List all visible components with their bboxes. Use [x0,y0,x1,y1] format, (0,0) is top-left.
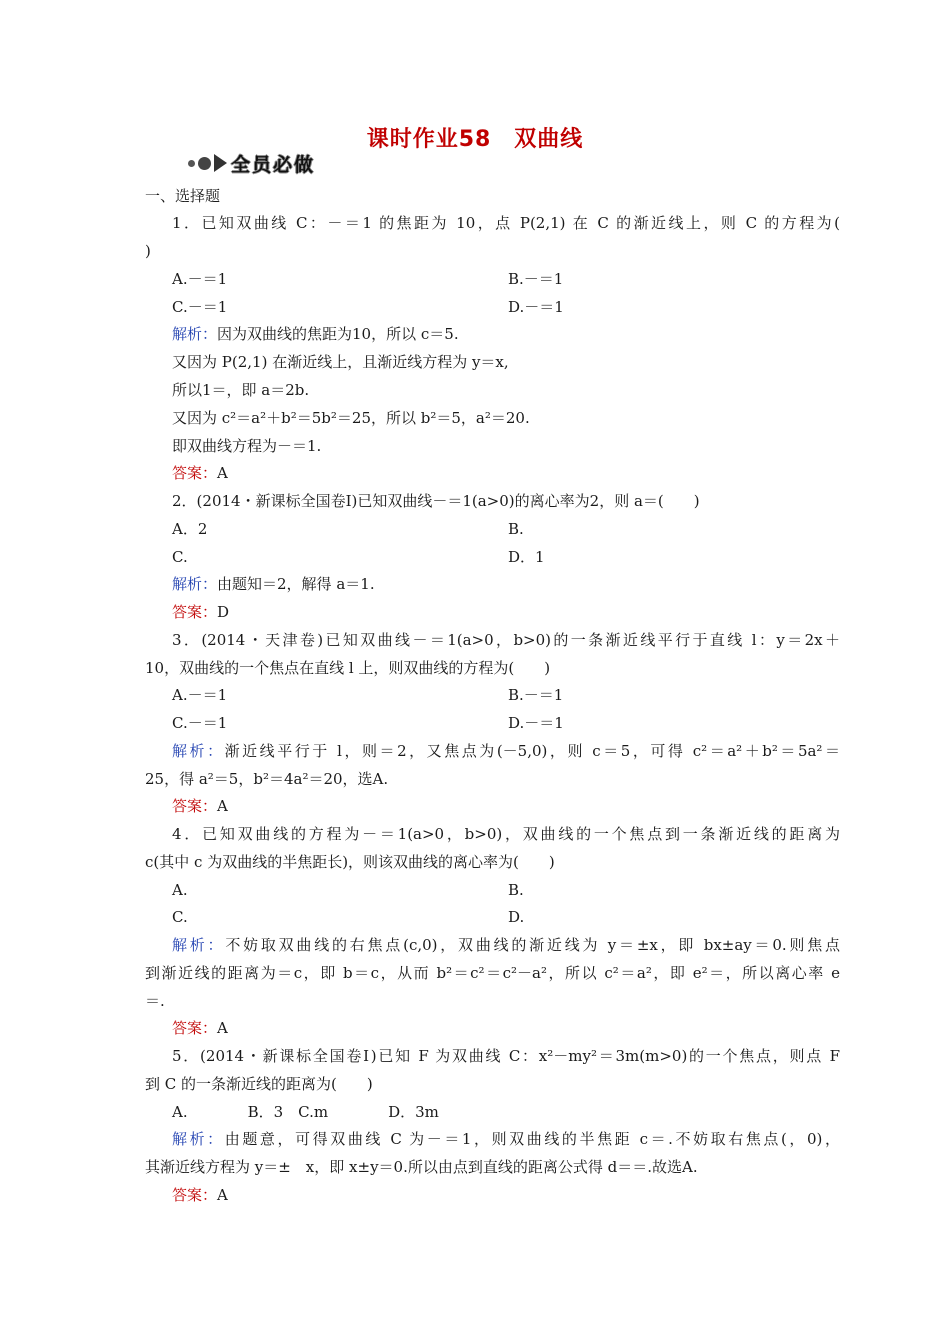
q5-options: A. B．3 C.m D．3m [172,1103,439,1121]
q1-analysis-line: 又因为 P(2,1) 在渐近线上，且渐近线方程为 y＝x, [172,353,509,371]
q3-option-d: D.－＝1 [508,714,564,732]
q3-option-b: B.－＝1 [508,686,564,704]
q3-analysis: 解析：渐近线平行于 l，则＝2，又焦点为(－5,0)，则 c＝5，可得 c²＝a²＋b²＝5a²＝ [172,742,840,760]
q1-analysis-line: 即双曲线方程为－＝1. [172,437,322,455]
q2-option-c: C. [172,548,188,566]
q5-stem: 5．(2014・新课标全国卷Ⅰ)已知 F 为双曲线 C：x²－my²＝3m(m>0)的一个焦点，则点 F [172,1047,840,1065]
q1-answer: 答案：A [172,464,228,482]
q4-analysis-line: 到渐近线的距离为＝c，即 b＝c，从而 b²＝c²＝c²－a²，所以 c²＝a²，即 e²＝，所以离心率 e [145,964,840,982]
q4-analysis: 解析：不妨取双曲线的右焦点(c,0)，双曲线的渐近线为 y＝±x，即 bx±ay＝0.则焦点 [172,936,840,954]
q5-stem-cont: 到 C 的一条渐近线的距离为( ) [145,1075,373,1093]
q2-option-b: B. [508,520,524,538]
answer-label: 答案： [172,797,218,815]
q1-option-c: C.－＝1 [172,298,228,316]
page-title: 课时作业58 双曲线 [366,127,584,152]
analysis-label: 解析： [172,936,226,954]
analysis-label: 解析： [172,575,218,593]
section-heading: 一、选择题 [145,187,221,205]
q4-option-d: D. [508,908,525,926]
q4-stem-cont: c(其中 c 为双曲线的半焦距长)，则该双曲线的离心率为( ) [145,853,555,871]
arrow-icon [214,154,227,172]
answer-label: 答案： [172,1186,218,1204]
answer-label: 答案： [172,1019,218,1037]
banner-label: 全员必做 [231,153,316,176]
q3-stem: 3．(2014・天津卷)已知双曲线－＝1(a>0，b>0)的一条渐近线平行于直线 l：y＝2x＋ [172,631,840,649]
q2-answer: 答案：D [172,603,230,621]
q1-option-d: D.－＝1 [508,298,564,316]
q4-option-c: C. [172,908,188,926]
q3-option-a: A.－＝1 [172,686,228,704]
analysis-label: 解析： [172,1130,225,1148]
q4-option-b: B. [508,881,524,899]
q5-analysis-line: 其渐近线方程为 y＝± x，即 x±y＝0.所以由点到直线的距离公式得 d＝＝.故选A. [145,1158,698,1176]
analysis-label: 解析： [172,325,218,343]
q3-option-c: C.－＝1 [172,714,228,732]
q1-analysis: 解析：因为双曲线的焦距为10，所以 c＝5. [172,325,459,343]
section-banner [188,150,315,176]
q4-stem: 4．已知双曲线的方程为－＝1(a>0，b>0)，双曲线的一个焦点到一条渐近线的距离为 [172,825,840,843]
q2-option-a: A．2 [172,520,208,538]
q2-option-d: D．1 [508,548,545,566]
q4-answer: 答案：A [172,1019,228,1037]
q2-analysis: 解析：由题知＝2，解得 a＝1. [172,575,375,593]
q4-option-a: A. [172,881,188,899]
q1-option-b: B.－＝1 [508,270,564,288]
q1-analysis-line: 又因为 c²＝a²＋b²＝5b²＝25，所以 b²＝5，a²＝20. [172,409,530,427]
q4-analysis-line: ＝. [145,992,165,1010]
small-dot-icon [188,160,195,167]
q5-analysis: 解析：由题意，可得双曲线 C 为－＝1，则双曲线的半焦距 c＝.不妨取右焦点(，0)， [172,1130,840,1148]
q3-stem-cont: 10，双曲线的一个焦点在直线 l 上，则双曲线的方程为( ) [145,659,551,677]
q3-analysis-line: 25，得 a²＝5，b²＝4a²＝20，选A. [145,770,389,788]
answer-label: 答案： [172,603,218,621]
q1-stem: 1．已知双曲线 C：－＝1 的焦距为 10，点 P(2,1) 在 C 的渐近线上，则 C 的方程为( [172,214,840,232]
q2-stem: 2．(2014・新课标全国卷Ⅰ)已知双曲线－＝1(a>0)的离心率为2，则 a＝( ) [172,492,700,510]
answer-label: 答案： [172,464,218,482]
q1-analysis-line: 所以1＝，即 a＝2b. [172,381,310,399]
q3-answer: 答案：A [172,797,228,815]
analysis-label: 解析： [172,742,225,760]
large-dot-icon [198,157,211,170]
q1-stem-cont: ) [145,242,151,260]
q1-option-a: A.－＝1 [172,270,228,288]
q5-answer: 答案：A [172,1186,228,1204]
